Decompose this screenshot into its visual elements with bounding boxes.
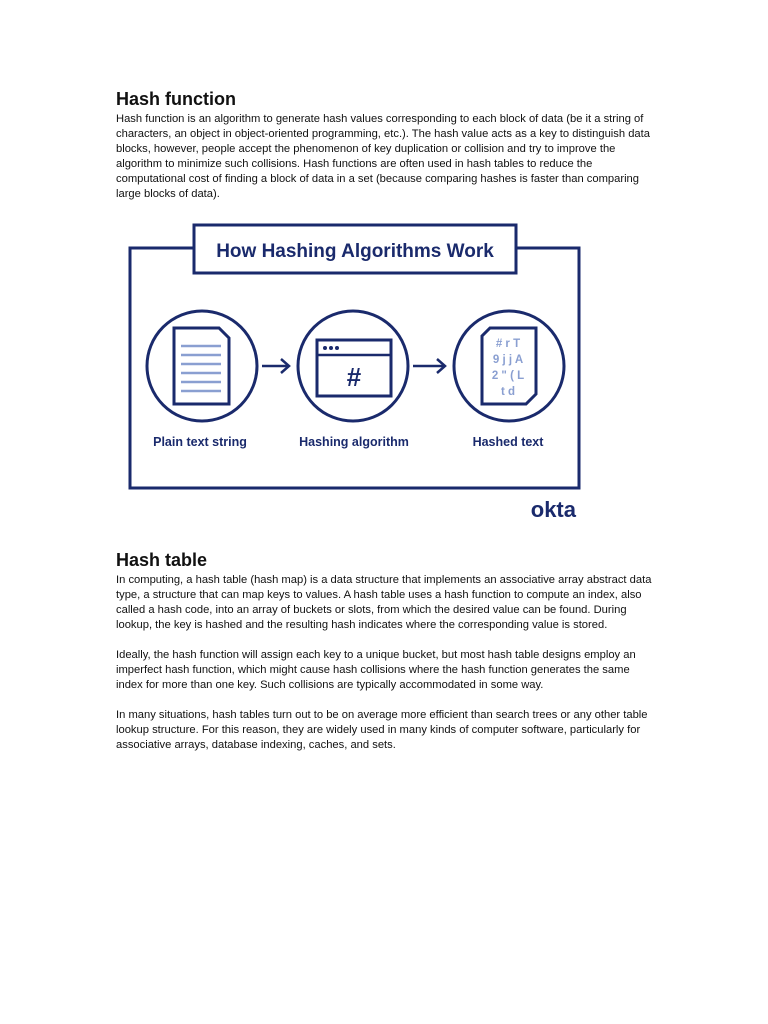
section-hash-function <box>116 88 656 217</box>
diagram-title: How Hashing Algorithms Work <box>216 241 494 262</box>
paragraph-hash-table-3: In many situations, hash tables turn out to be on average more efficient than search trees or any other table lookup structure. For this reason, they are widely used in many kinds of computer software, particularly for associative arrays, database indexing, caches, and sets. <box>116 709 648 751</box>
paragraph-hash-function: Hash function is an algorithm to generate hash values corresponding to each block of data (be it a string of characters, an object in object-oriented programming, etc.). The hash value acts as a key to distinguish data blocks, however, people accept the phenomenon of key duplication or collision and try to improve the algorithm to minimize such collisions. Hash functions are often used in hash tables to reduce the computational cost of finding a block of data in a set (because comparing hashes is faster than comparing large blocks of data). <box>116 113 650 200</box>
step-label-hashed-text: Hashed text <box>472 435 544 449</box>
hashed-line-4: t d <box>500 386 516 398</box>
hash-symbol: # <box>346 362 362 392</box>
plain-text-step <box>147 311 257 449</box>
hashed-document-icon <box>482 328 536 404</box>
step-label-hashing-algorithm: Hashing algorithm <box>299 435 409 449</box>
arrow-right-icon <box>413 359 445 373</box>
arrow-right-icon <box>262 359 289 373</box>
hashing-algorithm-step <box>298 311 409 449</box>
hashed-line-2: 9 j j A <box>492 354 524 366</box>
section-hash-table <box>116 549 656 768</box>
hashing-diagram <box>116 218 586 524</box>
browser-window-hash-icon <box>317 340 391 396</box>
heading-hash-table: Hash table <box>116 550 208 570</box>
heading-hash-function: Hash function <box>116 89 236 109</box>
document-icon <box>174 328 229 404</box>
hashed-text-step <box>454 311 564 449</box>
okta-logo: okta <box>530 497 576 522</box>
hashed-line-1: # r T <box>495 338 521 350</box>
hashed-line-3: 2 " ( L <box>491 370 525 382</box>
paragraph-hash-table-1: In computing, a hash table (hash map) is a data structure that implements an associative array abstract data type, a structure that can map keys to values. A hash table uses a hash function to compute an index, also called a hash code, into an array of buckets or slots, from which the desired value can be found. During lookup, the key is hashed and the resulting hash indicates where the corresponding value is stored. <box>116 574 652 631</box>
step-label-plain-text: Plain text string <box>153 435 247 449</box>
paragraph-hash-table-2: Ideally, the hash function will assign each key to a unique bucket, but most hash table designs employ an imperfect hash function, which might cause hash collisions where the hash function generates the same index for more than one key. Such collisions are typically accommodated in some way. <box>116 649 636 691</box>
